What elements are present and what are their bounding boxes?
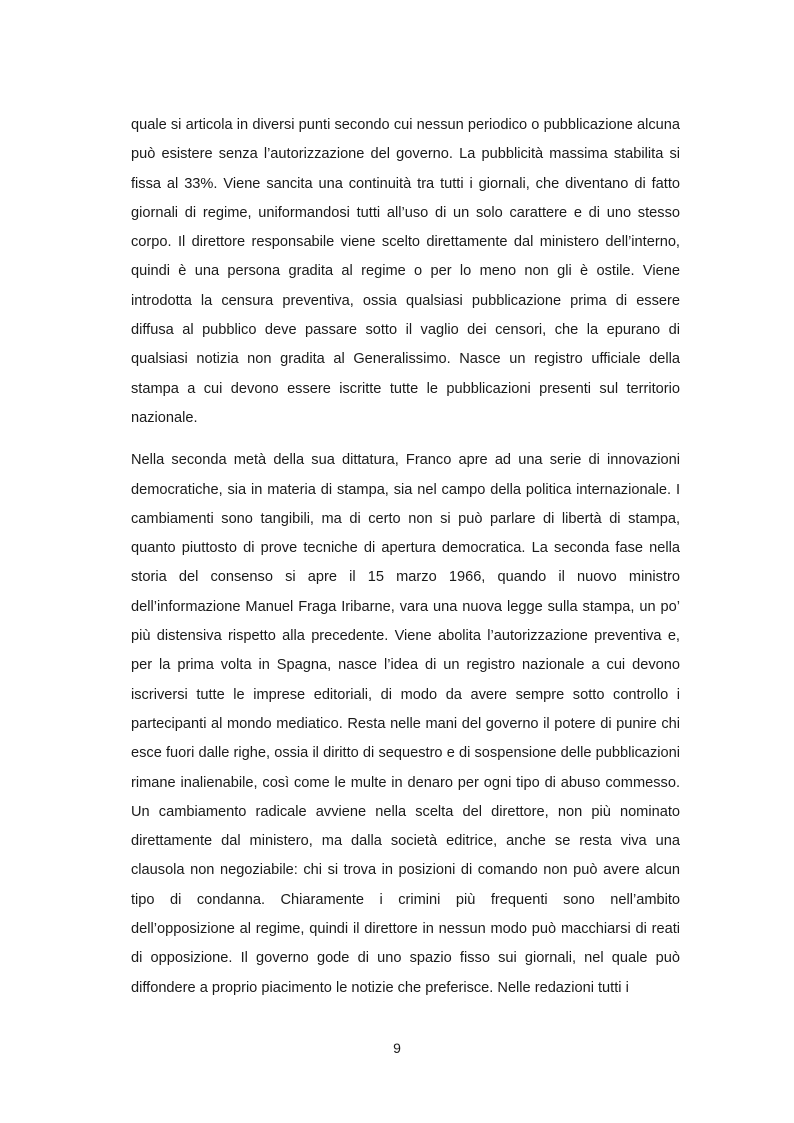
page-number: 9 [393, 1040, 401, 1056]
body-text [131, 111, 680, 1003]
paragraph-1: quale si articola in diversi punti secondo cui nessun periodico o pubblicazione alcuna può esistere senza l’autorizzazione del governo. La pubblicità massima stabilita si fissa al 33%. Viene sancita una continuità tra tutti i giornali, che diventano di fatto giornali di regime, uniformandosi tutti all’uso di un solo carattere e di uno stesso corpo. Il direttore responsabile viene scelto direttamente dal ministero dell’interno, quindi è una persona gradita al regime o per lo meno non gli è ostile. Viene introdotta la censura preventiva, ossia qualsiasi pubblicazione prima di essere diffusa al pubblico deve passare sotto il vaglio dei censori, che la epurano di qualsiasi notizia non gradita al Generalissimo. Nasce un registro ufficiale della stampa a cui devono essere iscritte tutte le pubblicazioni presenti sul territorio nazionale. [131, 117, 680, 426]
paragraph-2: Nella seconda metà della sua dittatura, Franco apre ad una serie di innovazioni democratiche, sia in materia di stampa, sia nel campo della politica internazionale. I cambiamenti sono tangibili, ma di certo non si può parlare di libertà di stampa, quanto piuttosto di prove tecniche di apertura democratica. La seconda fase nella storia del consenso si apre il 15 marzo 1966, quando il nuovo ministro dell’informazione Manuel Fraga Iribarne, vara una nuova legge sulla stampa, un po’ più distensiva rispetto alla precedente. Viene abolita l’autorizzazione preventiva e, per la prima volta in Spagna, nasce l’idea di un registro nazionale a cui devono iscriversi tutte le imprese editoriali, di modo da avere sempre sotto controllo i partecipanti al mondo mediatico. Resta nelle mani del governo il potere di punire chi esce fuori dalle righe, ossia il diritto di sequestro e di sospensione delle pubblicazioni rimane inalienabile, così come le multe in denaro per ogni tipo di abuso commesso. Un cambiamento radicale avviene nella scelta del direttore, non più nominato direttamente dal ministero, ma dalla società editrice, anche se resta viva una clausola non negoziabile: chi si trova in posizioni di comando non può avere alcun tipo di condanna. Chiaramente i crimini più frequenti sono nell’ambito dell’opposizione al regime, quindi il direttore in nessun modo può macchiarsi di reati di opposizione. Il governo gode di uno spazio fisso sui giornali, nel quale può diffondere a proprio piacimento le notizie che preferisce. Nelle redazioni tutti i [131, 452, 680, 996]
